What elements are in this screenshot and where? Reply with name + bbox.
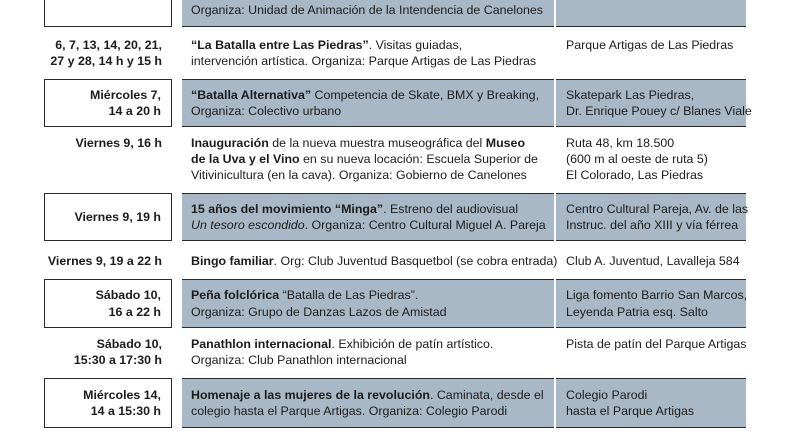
event-date xyxy=(44,248,172,274)
event-text: . Visitas guiadas, xyxy=(368,38,463,52)
event-description xyxy=(182,378,554,428)
event-place xyxy=(556,248,746,274)
place-line: Club A. Juventud, Lavalleja 584 xyxy=(566,253,740,268)
description-line xyxy=(191,167,554,183)
date-line: 14 a 20 h xyxy=(108,104,161,118)
event-place xyxy=(556,378,746,428)
date-line: 6, 7, 13, 14, 20, 21, xyxy=(55,38,162,52)
place-line: Centro Cultural Pareja, Av. de las xyxy=(566,201,749,216)
description-line xyxy=(191,387,554,403)
event-place xyxy=(556,79,752,127)
event-date xyxy=(44,132,172,190)
event-date xyxy=(44,333,172,373)
table-row xyxy=(0,0,790,27)
event-text: “Batalla de Las Piedras”. xyxy=(279,288,419,303)
description-line xyxy=(191,103,554,119)
event-description xyxy=(182,79,554,127)
place-line: Skatepark Las Piedras, xyxy=(566,87,695,102)
description-line xyxy=(191,201,554,217)
place-line: Ruta 48, km 18.500 xyxy=(566,136,675,150)
event-description xyxy=(182,279,554,328)
event-text: Organiza: Colectivo urbano xyxy=(191,104,342,118)
event-title: “La Batalla entre Las Piedras” xyxy=(191,38,369,52)
event-description xyxy=(182,333,554,373)
description-line xyxy=(191,403,554,419)
event-description xyxy=(182,0,554,27)
date-line: 27 y 28, 14 h y 15 h xyxy=(50,54,162,69)
description-line xyxy=(191,304,554,320)
place-line: Colegio Parodi xyxy=(566,387,648,402)
event-text: intervención artística. Organiza: Parque Artigas de Las Piedras xyxy=(191,54,537,69)
date-line: Viernes 9, 19 a 22 h xyxy=(47,253,162,268)
date-line: 16 a 22 h xyxy=(108,304,161,319)
event-text: Organiza: Grupo de Danzas Lazos de Amistad xyxy=(191,304,447,319)
event-text: de la nueva muestra museográfica del xyxy=(268,136,486,150)
place-line: Liga fomento Barrio San Marcos, xyxy=(566,288,748,303)
event-description xyxy=(182,193,554,241)
description-line xyxy=(191,217,554,233)
event-text: Organiza: Unidad de Animación de la Intendencia de Canelones xyxy=(191,3,543,18)
date-line: Sábado 10, xyxy=(95,288,161,303)
description-line xyxy=(191,87,554,103)
event-text: . Organiza: Centro Cultural Miguel A. Pareja xyxy=(304,218,546,232)
table-row xyxy=(0,248,790,274)
event-title: Bingo familiar xyxy=(191,253,274,268)
description-line xyxy=(191,37,554,53)
event-text: . Estreno del audiovisual xyxy=(383,201,519,216)
description-line xyxy=(191,336,554,352)
event-description xyxy=(182,248,558,274)
event-place xyxy=(556,279,746,328)
event-place xyxy=(556,333,746,373)
description-line xyxy=(191,53,554,69)
event-text: Organiza: Club Panathlon internacional xyxy=(191,353,407,368)
event-place xyxy=(556,193,749,241)
event-text: en su nueva locación: Escuela Superior de xyxy=(299,152,538,167)
description-line xyxy=(191,352,554,368)
table-row xyxy=(0,34,790,74)
description-line xyxy=(191,151,554,167)
date-line: Miércoles 7, xyxy=(90,87,161,102)
table-row xyxy=(0,79,790,127)
event-title: Museo xyxy=(485,136,526,150)
event-text: . Caminata, desde el xyxy=(429,387,544,402)
description-line xyxy=(191,2,554,18)
event-title: Homenaje a las mujeres de la revolución xyxy=(191,387,430,402)
table-row xyxy=(0,193,790,241)
date-line: Viernes 9, 16 h xyxy=(75,136,162,150)
place-line: (600 m al oeste de ruta 5) xyxy=(566,152,708,167)
event-date xyxy=(44,0,172,27)
date-line: 14 a 15:30 h xyxy=(90,404,161,418)
event-date xyxy=(44,34,172,74)
place-line: Instruc. del año XIII y vía férrea xyxy=(566,218,739,232)
event-title: “Batalla Alternativa” xyxy=(191,87,312,102)
event-title: de la Uva y el Vino xyxy=(191,152,300,167)
event-title: Panathlon internacional xyxy=(191,337,332,351)
event-text: Un tesoro escondido xyxy=(191,218,305,232)
place-line: Leyenda Patria esq. Salto xyxy=(566,304,708,319)
event-text: Vitivinicultura (en la cava). Organiza: Gobierno de Canelones xyxy=(191,168,527,183)
date-line: Miércoles 14, xyxy=(83,387,161,402)
place-line: El Colorado, Las Piedras xyxy=(566,168,704,183)
place-line: Pista de patín del Parque Artigas xyxy=(566,337,747,351)
event-title: Peña folclórica xyxy=(191,288,280,303)
place-line: Parque Artigas de Las Piedras xyxy=(566,38,734,52)
event-description xyxy=(182,132,554,190)
event-place xyxy=(556,132,746,190)
table-row xyxy=(0,279,790,328)
description-line xyxy=(191,287,554,303)
description-line xyxy=(191,253,558,269)
date-line: Sábado 10, xyxy=(96,337,162,351)
event-title: Inauguración xyxy=(191,136,269,150)
table-row xyxy=(0,378,790,428)
place-line: hasta el Parque Artigas xyxy=(566,404,695,418)
event-place xyxy=(556,34,746,74)
description-line xyxy=(191,135,554,151)
event-date xyxy=(44,378,172,428)
table-row xyxy=(0,333,790,373)
event-description xyxy=(182,34,554,74)
event-text: . Exhibición de patín artístico. xyxy=(331,337,494,351)
date-line: 15:30 a 17:30 h xyxy=(73,353,162,368)
event-date xyxy=(44,193,172,241)
event-date xyxy=(44,279,172,328)
event-text: . Org: Club Juventud Basquetbol (se cobra entrada) xyxy=(273,253,558,268)
event-date xyxy=(44,79,172,127)
event-title: 15 años del movimiento “Minga” xyxy=(191,201,384,216)
place-line: Dr. Enrique Pouey c/ Blanes Viale xyxy=(566,104,752,118)
table-row xyxy=(0,132,790,190)
event-text: colegio hasta el Parque Artigas. Organiza: Colegio Parodi xyxy=(191,404,508,418)
event-place xyxy=(556,0,746,27)
event-text: Competencia de Skate, BMX y Breaking, xyxy=(311,87,540,102)
date-line: Viernes 9, 19 h xyxy=(74,209,161,224)
